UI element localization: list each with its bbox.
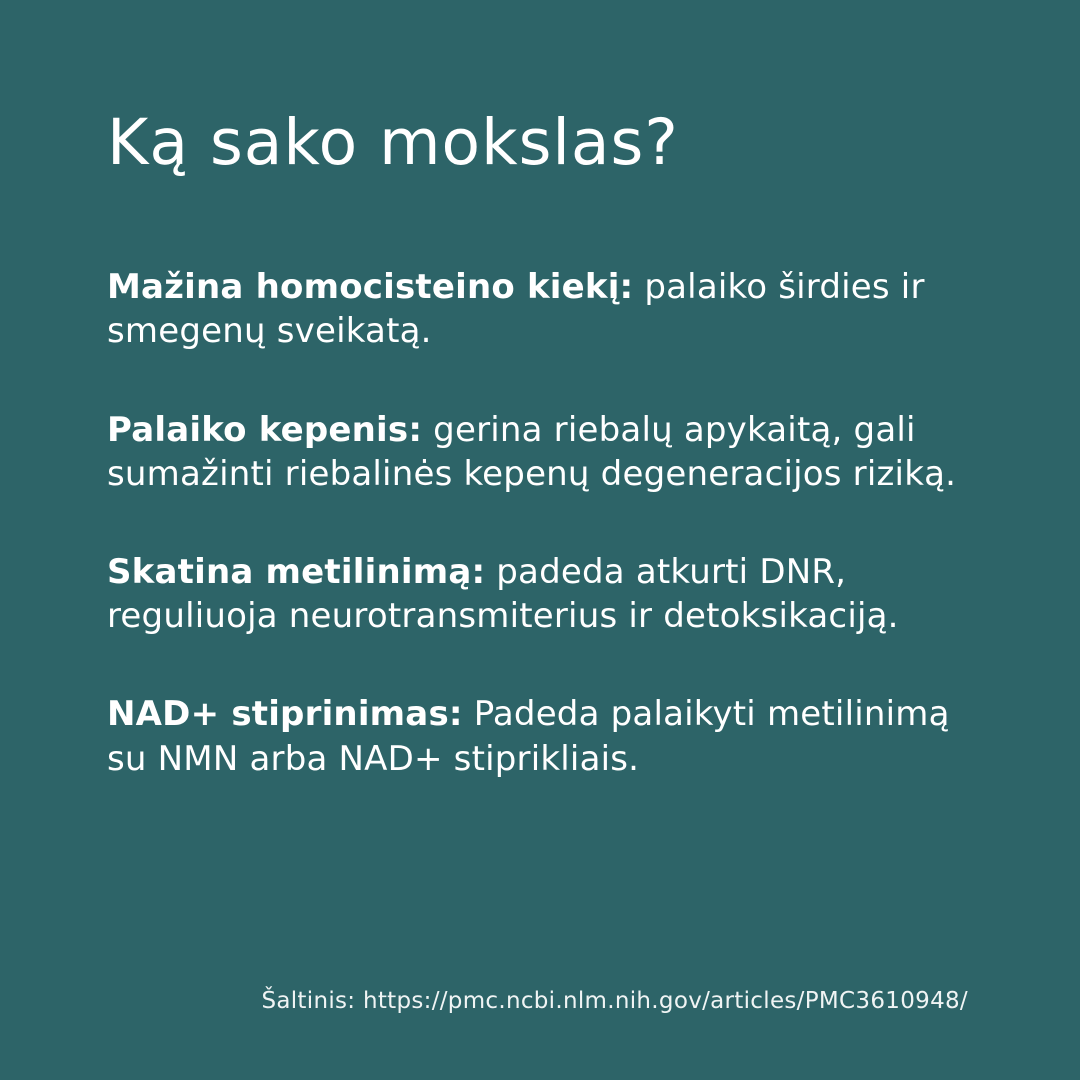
page-title: Ką sako mokslas? xyxy=(107,106,679,179)
benefit-lead: NAD+ stiprinimas: xyxy=(107,694,463,735)
benefit-item-liver xyxy=(107,408,980,496)
benefits-list xyxy=(107,265,980,781)
benefit-lead: Skatina metilinimą: xyxy=(107,552,486,593)
benefit-item-methylation xyxy=(107,550,980,638)
benefit-text: gerina riebalų apykaitą, gali sumažinti riebalinės kepenų degeneracijos riziką. xyxy=(107,409,957,494)
benefit-text: Padeda palaikyti metilinimą su NMN arba NAD+ stiprikliais. xyxy=(107,694,950,779)
benefit-text: padeda atkurti DNR, reguliuoja neurotransmiterius ir detoksikaciją. xyxy=(107,552,899,637)
benefit-item-nad xyxy=(107,692,980,780)
source-citation: Šaltinis: https://pmc.ncbi.nlm.nih.gov/articles/PMC3610948/ xyxy=(261,988,968,1014)
benefit-text: palaiko širdies ir smegenų sveikatą. xyxy=(107,267,925,352)
benefit-lead: Mažina homocisteino kiekį: xyxy=(107,267,634,308)
benefit-item-homocysteine xyxy=(107,265,980,353)
benefit-lead: Palaiko kepenis: xyxy=(107,409,423,450)
